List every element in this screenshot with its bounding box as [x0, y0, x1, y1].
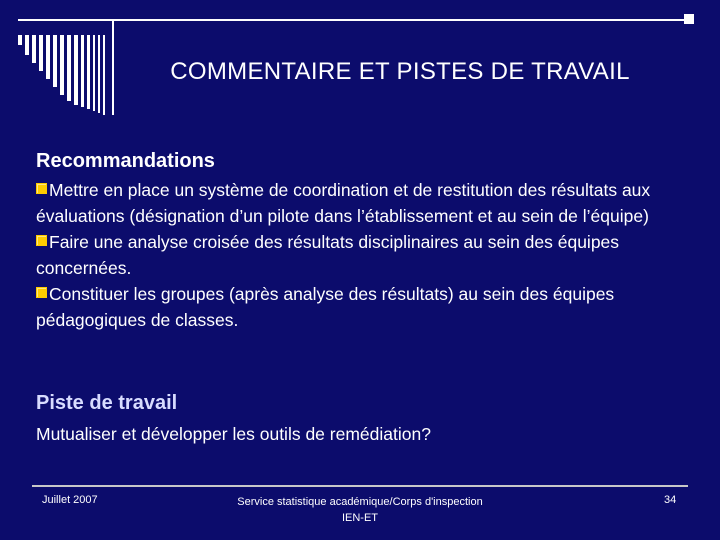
footer-divider — [32, 485, 688, 487]
piste-heading: Piste de travail — [36, 392, 178, 414]
list-item: Faire une analyse croisée des résultats disciplinaires au sein des équipes concernées. — [36, 232, 620, 278]
recommendations-section — [36, 150, 712, 333]
square-bullet-icon — [36, 183, 47, 194]
square-bullet-icon — [36, 235, 47, 246]
list-item: Constituer les groupes (après analyse des résultats) au sein des équipes pédagogiques de classes. — [36, 284, 615, 330]
list-item: Mettre en place un système de coordination et de restitution des résultats aux évaluations (désignation d’un pilote dans l’établissement et au sein de l’équipe) — [36, 180, 651, 226]
page-number: 34 — [664, 494, 677, 506]
recommendations-list — [36, 177, 712, 333]
square-bullet-icon — [36, 287, 47, 298]
piste-section — [36, 392, 712, 447]
piste-text: Mutualiser et développer les outils de remédiation? — [36, 424, 431, 444]
slide-title: COMMENTAIRE ET PISTES DE TRAVAIL — [170, 58, 630, 85]
footer-source: Service statistique académique/Corps d'inspection IEN-ET — [237, 496, 483, 524]
recommendations-heading: Recommandations — [36, 150, 215, 172]
footer-date: Juillet 2007 — [42, 494, 98, 506]
